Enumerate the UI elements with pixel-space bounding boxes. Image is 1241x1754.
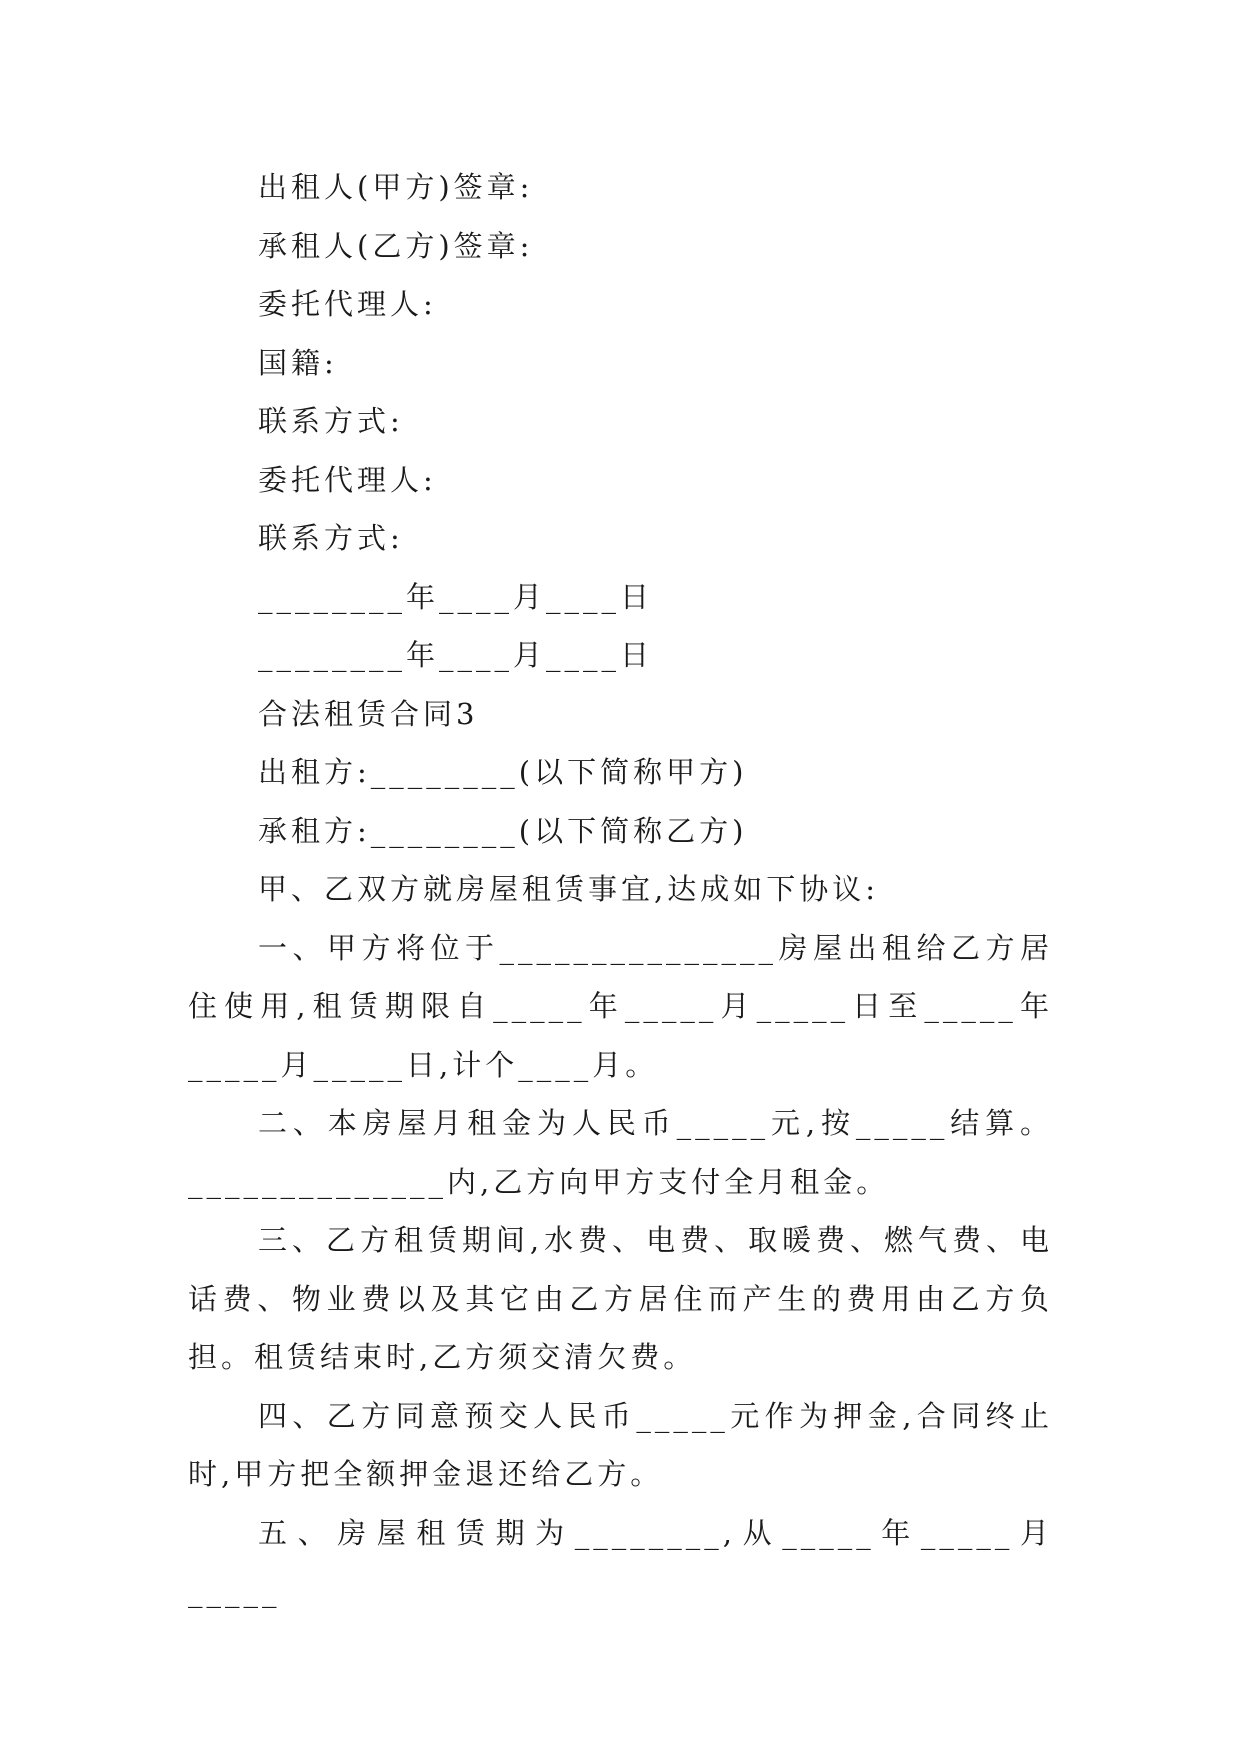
contact-line: 联系方式: — [258, 404, 404, 438]
clause-2: 二、本房屋月租金为人民币_____元,按_____结算。______________内,乙方向甲方支付全月租金。 — [188, 1106, 1053, 1199]
clause-3: 三、乙方租赁期间,水费、电费、取暖费、燃气费、电话费、物业费以及其它由乙方居住而产生的费用由乙方负担。租赁结束时,乙方须交清欠费。 — [188, 1223, 1053, 1374]
section-title: 合法租赁合同3 — [258, 696, 479, 731]
nationality-line: 国籍: — [258, 345, 338, 380]
lessor-signature-line: 出租人(甲方)签章: — [258, 170, 534, 204]
date-line: ________年____月____日 — [258, 579, 654, 614]
clause-5: 五、房屋租赁期为________,从_____年_____月_____ — [188, 1515, 1053, 1608]
clause-4: 四、乙方同意预交人民币_____元作为押金,合同终止时,甲方把全额押金退还给乙方。 — [188, 1398, 1053, 1491]
agent-line-2: 委托代理人: — [258, 462, 437, 497]
clause-1: 一、甲方将位于_______________房屋出租给乙方居住使用,租赁期限自_____年_____月_____日至_____年_____月_____日,计个____月。 — [188, 930, 1053, 1082]
intro-line: 甲、乙双方就房屋租赁事宜,达成如下协议: — [258, 872, 879, 906]
lessee-party-line: 承租方:________(以下简称乙方) — [258, 813, 748, 848]
date-line-2: ________年____月____日 — [258, 638, 654, 672]
lessee-signature-line: 承租人(乙方)签章: — [258, 228, 534, 263]
agent-line: 委托代理人: — [258, 287, 437, 321]
lessor-party-line: 出租方:________(以下简称甲方) — [258, 755, 748, 789]
contact-line-2: 联系方式: — [258, 521, 404, 555]
document-body — [188, 158, 1053, 1621]
